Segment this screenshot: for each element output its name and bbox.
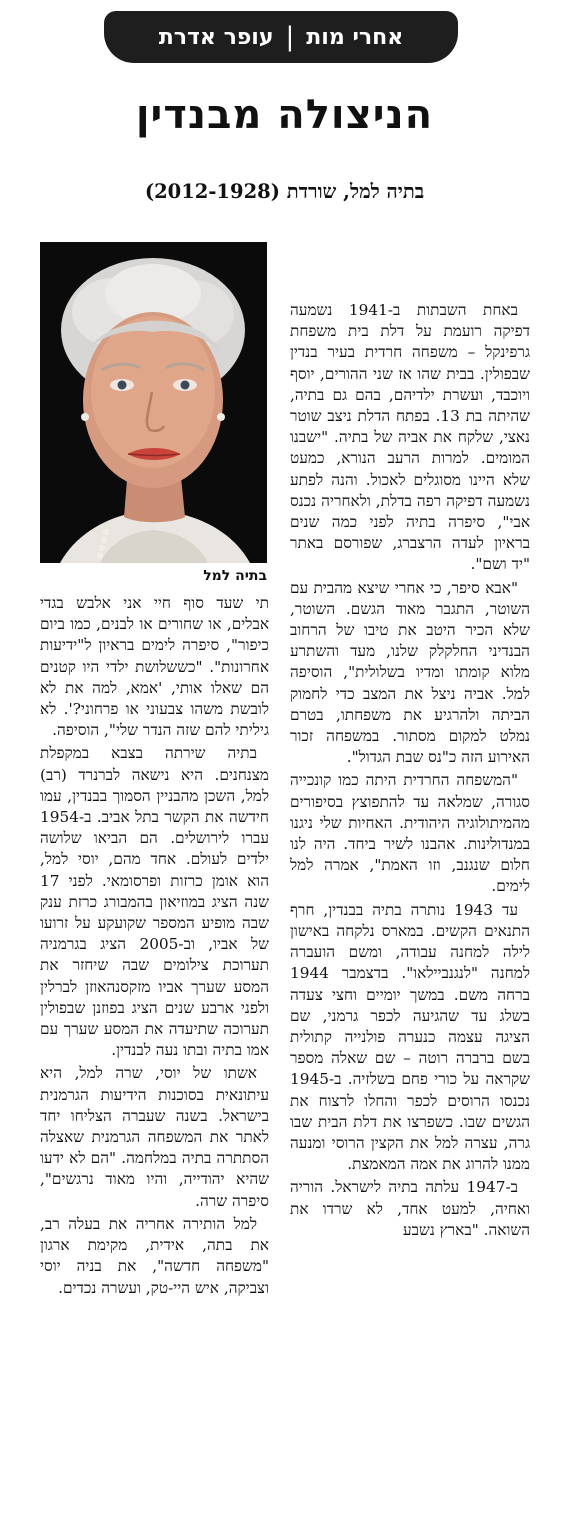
paragraph: אשתו של יוסי, שרה למל, היא עיתונאית בסוכנות הידיעות הגרמנית בישראל. בשנה שעברה הצליחו יחד לאתר את המשפחה הגרמנית שאצלה הסתתרה בתיה במלחמה. "הם לא ידעו שהיא יהודייה, והיו מאוד נרגשים", סיפרה שרה. — [40, 1064, 269, 1210]
paragraph: עד 1943 נותרה בתיה בבנדין, חרף התנאים הקשים. במארס נלקחה באישון לילה למחנה עבודה, ומשם הועברה למחנה "לנגנביילאו". בדצמבר 1944 ברחה משם. במשך יומיים וחצי צעדה בשלג עד שהגיעה לכפר גרמני, שם הציגה עצמה כנערה פולנייה קתולית בשם ברברה רוטה – שם שאלה מספר שקראה על כורי פחם בשלזיה. ב-1945 נכנסו הרוסים לכפר והחלו לרצוח את הגשים שבו. כשפרצו את דלת הבית שבו גרה, עצרה למל את הקצין הרוסי ומנעה ממנו להרוג את אמה המאמצת. — [290, 900, 530, 1174]
paragraph: ב-1947 עלתה בתיה לישראל. הוריה ואחיה, למעט אחד, לא שרדו את השואה. "בארץ נשבע — [290, 1178, 530, 1239]
headline: הניצולה מבנדין — [135, 92, 434, 138]
paragraph: למל הותירה אחריה את בעלה רב, את בתה, אידית, מקימת ארגון "משפחה חדשה", את בניה יוסי וצביקה, איש היי-טק, ועשרה נכדים. — [40, 1214, 269, 1297]
paragraph: בתיה שירתה בצבא במקפלת מצנחנים. היא נישאה לברנרד (רב) למל, השכן מהבניין הסמוך בבנדין, עמו חידשה את הקשר בתל אביב. ב-1954 עברו לירושלים. הם הביאו שלושה ילדים לעולם. אחד מהם, יוסי למל, הוא אומן כרזות ופרסומאי. לפני 17 שנה הציג במוזיאון בהמבורג כרזת ענק שבה מופיע המספר שקועקע על זרועו של אביו, וב-2005 הציג בגרמניה תערוכת צילומים שבה שיחזר את המסע שערך אביו מזקסנהאוזן לברלין ולפני ארבע שנים הציג בפוזנן שבפולין תערוכה שתיעדה את המסע שערך עם אמו בתיה ובתו נעה לבנדין. — [40, 744, 269, 1060]
paragraph: "אבא סיפר, כי אחרי שיצא מהבית עם השוטר, התגבר מאוד הגשם. השוטר, שלא הכיר היטב את טיבו של הרחוב הבנדיני החלקלק שלנו, מעד והשתרע מלוא קומתו ומדיו בשלולית", הוסיפה למל. אביה ניצל את המצב כדי לחמוק הביתה ולהרגיע את משפחתו, בטרם נמלט למקום מסתור. במשפחה זכור האירוע הזה כ"נס שבת הגדול". — [290, 578, 530, 767]
header-divider: | — [285, 22, 295, 52]
section-name: אחרי מות — [306, 24, 404, 50]
section-header — [104, 11, 458, 63]
paragraph: "המשפחה החרדית היתה כמו קונכייה סגורה, שמלאה עד להתפוצץ בסיפורים מהמיתולוגיה היהודית. האחיות שלי ניגנו במנדולינות. אהבנו לשיר ביחד. היה לנו חלום שנגנב, וזו האמת", אמרה למל לימים. — [290, 771, 530, 896]
photo-caption: בתיה למל — [203, 568, 267, 584]
author-name: עופר אדרת — [158, 24, 274, 50]
subheadline: בתיה למל, שורדת (2012-1928) — [144, 180, 425, 203]
article-column-right — [290, 300, 530, 1243]
article-column-left — [40, 593, 269, 1301]
paragraph: תי שעד סוף חיי אני אלבש בגדי אבלים, או שחורים או לבנים, כמו ביום כיפור", סיפרה לימים בראיון ל"ידיעות אחרונות". "כששלושת ילדי היו קטנים הם שאלו אותי, 'אמא, למה את לא לובשת משהו צבעוני או פרחוני?'. לא גיליתי להם שזה הנדר שלי", הוסיפה. — [40, 594, 269, 740]
portrait-photo — [40, 242, 267, 563]
paragraph: באחת השבתות ב-1941 נשמעה דפיקה רועמת על דלת בית משפחת גרפינקל – משפחה חרדית בעיר בנדין שבפולין. בבית שהו אז שני ההורים, יוסף ויוכבד, ועשרת ילדיהם, בהם גם בתיה, שהיתה בת 13. בפתח הדלת ניצב שוטר נאצי, שלקח את אביה של בתיה. "ישבנו המומים. למרות הרעב הנורא, כמעט שלא היינו מסוגלים לאכול. והנה לפתע נשמעה דפיקה רפה בדלת, ולאחריה נכנס אבי", סיפרה בתיה לפני כמה שנים בראיון לעדה הרצברג, שפורסם באתר "יד ושם". — [290, 301, 530, 574]
